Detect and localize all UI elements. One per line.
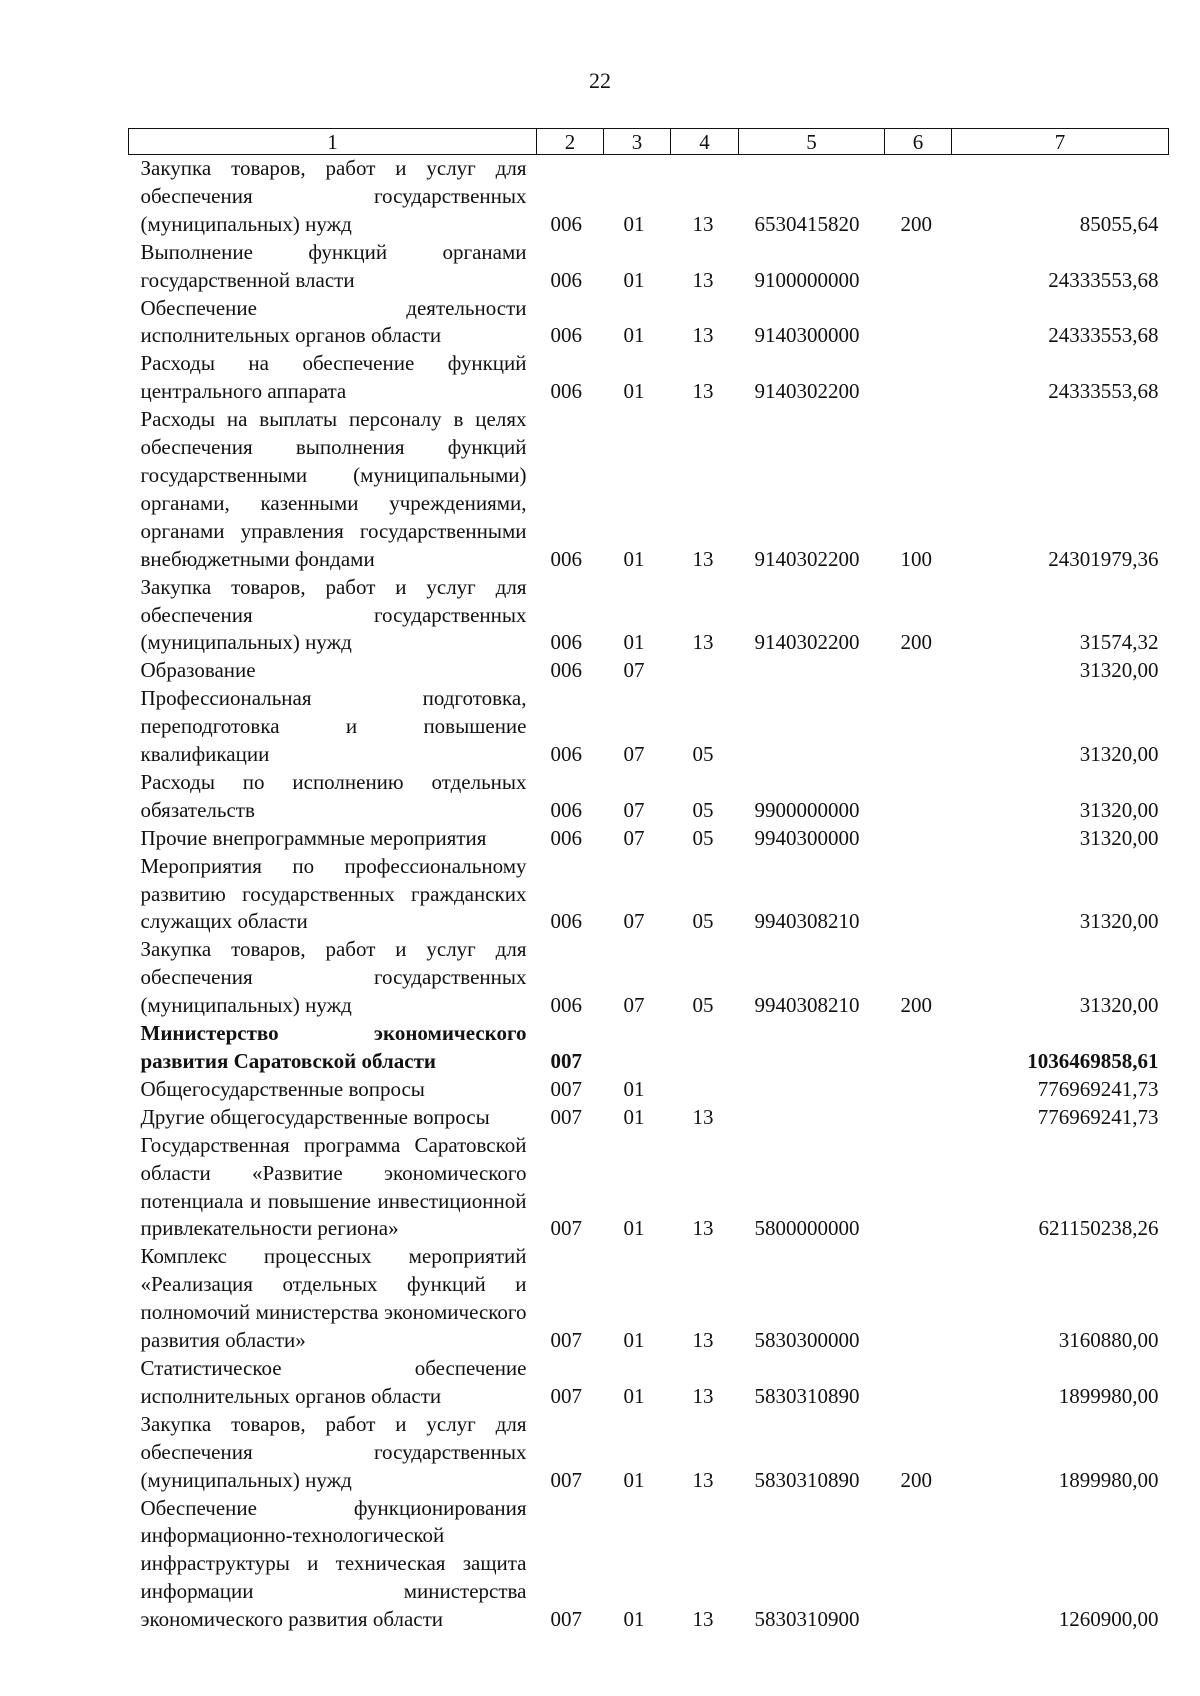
expense-type-cell: 200 bbox=[900, 1467, 932, 1492]
expense-name-cell: Комплекс процессных мероприятий «Реализация отдельных функций и полномочий министерства экономического развития области» bbox=[140, 1244, 527, 1353]
amount-cell: 85055,64 bbox=[1079, 211, 1159, 236]
amount-cell: 31574,32 bbox=[1079, 630, 1159, 655]
expense-type-cell bbox=[885, 1243, 952, 1355]
amount-cell: 31320,00 bbox=[1079, 825, 1159, 850]
ministry-code-cell: 007 bbox=[550, 1383, 582, 1408]
ministry-code-cell: 007 bbox=[550, 1467, 582, 1492]
target-article-cell: 5830310900 bbox=[754, 1607, 860, 1632]
ministry-code-cell: 006 bbox=[550, 379, 582, 404]
expense-type-cell bbox=[885, 1020, 952, 1076]
ministry-code-cell: 006 bbox=[550, 909, 582, 934]
target-article-cell: 9140302200 bbox=[754, 546, 860, 571]
ministry-code-cell: 006 bbox=[550, 267, 582, 292]
target-article-cell bbox=[739, 685, 885, 769]
target-article-cell: 9140302200 bbox=[754, 630, 860, 655]
table-row bbox=[129, 1104, 1169, 1132]
table-row bbox=[129, 825, 1169, 853]
table-row bbox=[129, 1411, 1169, 1495]
subsection-code-cell: 13 bbox=[692, 1328, 714, 1353]
page-number: 22 bbox=[589, 68, 611, 93]
amount-cell: 776969241,73 bbox=[1037, 1076, 1159, 1101]
column-header: 3 bbox=[604, 129, 671, 155]
section-code-cell: 01 bbox=[623, 630, 645, 655]
subsection-code-cell: 05 bbox=[692, 909, 714, 934]
target-article-cell: 5830300000 bbox=[754, 1328, 860, 1353]
budget-table bbox=[128, 128, 1169, 1634]
target-article-cell bbox=[739, 1076, 885, 1104]
amount-cell: 24301979,36 bbox=[1048, 546, 1159, 571]
subsection-code-cell bbox=[671, 657, 739, 685]
section-code-cell: 01 bbox=[623, 1104, 645, 1129]
expense-name-cell: Расходы на выплаты персоналу в целях обеспечения выполнения функций государственными (муниципальными) органами, казенными учреждениями, органами управления государственными внебюджетными фондами bbox=[140, 407, 527, 571]
table-row bbox=[129, 657, 1169, 685]
subsection-code-cell: 05 bbox=[692, 742, 714, 767]
subsection-code-cell: 13 bbox=[692, 546, 714, 571]
amount-cell: 31320,00 bbox=[1079, 909, 1159, 934]
target-article-cell bbox=[739, 1020, 885, 1076]
amount-cell: 31320,00 bbox=[1079, 993, 1159, 1018]
subsection-code-cell: 13 bbox=[692, 1104, 714, 1129]
expense-name-cell: Расходы по исполнению отдельных обязательств bbox=[140, 769, 527, 822]
target-article-cell: 9940300000 bbox=[754, 825, 860, 850]
section-code-cell: 01 bbox=[623, 323, 645, 348]
expense-type-cell: 200 bbox=[900, 630, 932, 655]
target-article-cell bbox=[739, 1104, 885, 1132]
subsection-code-cell: 13 bbox=[692, 1467, 714, 1492]
table-row bbox=[129, 1355, 1169, 1411]
ministry-code-cell: 006 bbox=[550, 211, 582, 236]
target-article-cell: 5800000000 bbox=[754, 1216, 860, 1241]
section-code-cell: 01 bbox=[623, 211, 645, 236]
table-row bbox=[129, 574, 1169, 658]
subsection-code-cell bbox=[671, 1020, 739, 1076]
column-header: 6 bbox=[885, 129, 952, 155]
expense-name-cell: Образование bbox=[140, 658, 256, 683]
subsection-code-cell: 13 bbox=[692, 1383, 714, 1408]
section-code-cell bbox=[604, 1020, 671, 1076]
table-row bbox=[129, 1132, 1169, 1244]
section-code-cell: 01 bbox=[623, 546, 645, 571]
expense-name-cell: Министерство экономического развития Саратовской области bbox=[140, 1021, 527, 1073]
ministry-code-cell: 006 bbox=[550, 797, 582, 822]
column-header: 4 bbox=[671, 129, 739, 155]
section-code-cell: 07 bbox=[623, 825, 645, 850]
expense-name-cell: Расходы на обеспечение функций центрального аппарата bbox=[140, 351, 527, 404]
subsection-code-cell: 13 bbox=[692, 379, 714, 404]
table-row bbox=[129, 350, 1169, 406]
target-article-cell: 9940308210 bbox=[754, 909, 860, 934]
section-code-cell: 01 bbox=[623, 1467, 645, 1492]
amount-cell: 3160880,00 bbox=[1058, 1328, 1159, 1353]
expense-name-cell: Профессиональная подготовка, переподготовка и повышение квалификации bbox=[140, 686, 527, 767]
section-code-cell: 07 bbox=[623, 658, 645, 683]
amount-cell: 1036469858,61 bbox=[1027, 1049, 1159, 1073]
subsection-code-cell: 05 bbox=[692, 797, 714, 822]
table-body bbox=[129, 155, 1169, 1635]
subsection-code-cell: 05 bbox=[692, 993, 714, 1018]
subsection-code-cell: 13 bbox=[692, 267, 714, 292]
table-row bbox=[129, 1495, 1169, 1635]
expense-type-cell bbox=[885, 1495, 952, 1635]
amount-cell: 621150238,26 bbox=[1038, 1216, 1159, 1241]
expense-type-cell bbox=[885, 239, 952, 295]
amount-cell: 24333553,68 bbox=[1048, 267, 1159, 292]
expense-type-cell bbox=[885, 685, 952, 769]
expense-name-cell: Общегосударственные вопросы bbox=[140, 1076, 425, 1101]
ministry-code-cell: 006 bbox=[550, 993, 582, 1018]
target-article-cell bbox=[739, 657, 885, 685]
amount-cell: 24333553,68 bbox=[1048, 379, 1159, 404]
section-code-cell: 07 bbox=[623, 993, 645, 1018]
section-code-cell: 01 bbox=[623, 267, 645, 292]
amount-cell: 1260900,00 bbox=[1058, 1607, 1159, 1632]
ministry-code-cell: 007 bbox=[550, 1216, 582, 1241]
table-header-row bbox=[129, 129, 1169, 155]
table-row bbox=[129, 936, 1169, 1020]
ministry-code-cell: 006 bbox=[550, 630, 582, 655]
expense-type-cell bbox=[885, 769, 952, 825]
amount-cell: 1899980,00 bbox=[1058, 1383, 1159, 1408]
table-row bbox=[129, 295, 1169, 351]
ministry-code-cell: 006 bbox=[550, 323, 582, 348]
ministry-code-cell: 007 bbox=[550, 1607, 582, 1632]
target-article-cell: 9100000000 bbox=[754, 267, 860, 292]
expense-type-cell bbox=[885, 1355, 952, 1411]
section-code-cell: 01 bbox=[623, 1607, 645, 1632]
expense-name-cell: Закупка товаров, работ и услуг для обеспечения государственных (муниципальных) нужд bbox=[140, 574, 527, 655]
expense-type-cell bbox=[885, 1104, 952, 1132]
section-code-cell: 07 bbox=[623, 797, 645, 822]
subsection-code-cell: 13 bbox=[692, 1607, 714, 1632]
expense-type-cell bbox=[885, 657, 952, 685]
table-row bbox=[129, 853, 1169, 937]
column-header: 7 bbox=[952, 129, 1169, 155]
section-code-cell: 01 bbox=[623, 1328, 645, 1353]
amount-cell: 776969241,73 bbox=[1037, 1104, 1159, 1129]
amount-cell: 31320,00 bbox=[1079, 742, 1159, 767]
target-article-cell: 5830310890 bbox=[754, 1467, 860, 1492]
expense-name-cell: Мероприятия по профессиональному развитию государственных гражданских служащих области bbox=[140, 853, 527, 934]
section-code-cell: 01 bbox=[623, 1383, 645, 1408]
target-article-cell: 9940308210 bbox=[754, 993, 860, 1018]
expense-name-cell: Статистическое обеспечение исполнительных органов области bbox=[140, 1355, 527, 1408]
target-article-cell: 6530415820 bbox=[754, 211, 860, 236]
expense-type-cell: 200 bbox=[900, 211, 932, 236]
table-row bbox=[129, 685, 1169, 769]
target-article-cell: 9900000000 bbox=[754, 797, 860, 822]
ministry-code-cell: 007 bbox=[550, 1104, 582, 1129]
column-header: 5 bbox=[739, 129, 885, 155]
amount-cell: 31320,00 bbox=[1079, 658, 1159, 683]
ministry-code-cell: 007 bbox=[550, 1328, 582, 1353]
section-code-cell: 01 bbox=[623, 1076, 645, 1101]
amount-cell: 1899980,00 bbox=[1058, 1467, 1159, 1492]
target-article-cell: 5830310890 bbox=[754, 1383, 860, 1408]
ministry-code-cell: 006 bbox=[550, 658, 582, 683]
expense-type-cell bbox=[885, 1076, 952, 1104]
target-article-cell: 9140302200 bbox=[754, 379, 860, 404]
ministry-code-cell: 006 bbox=[550, 825, 582, 850]
amount-cell: 24333553,68 bbox=[1048, 323, 1159, 348]
section-code-cell: 07 bbox=[623, 909, 645, 934]
table-row bbox=[129, 1243, 1169, 1355]
ministry-code-cell: 006 bbox=[550, 546, 582, 571]
table-row bbox=[129, 1020, 1169, 1076]
expense-name-cell: Закупка товаров, работ и услуг для обеспечения государственных (муниципальных) нужд bbox=[140, 937, 527, 1018]
section-code-cell: 01 bbox=[623, 379, 645, 404]
expense-name-cell: Закупка товаров, работ и услуг для обеспечения государственных (муниципальных) нужд bbox=[140, 1411, 527, 1492]
column-header: 2 bbox=[537, 129, 604, 155]
ministry-code-cell: 006 bbox=[550, 742, 582, 767]
expense-name-cell: Государственная программа Саратовской области «Развитие экономического потенциала и повышение инвестиционной привлекательности региона» bbox=[140, 1132, 527, 1241]
column-header: 1 bbox=[129, 129, 537, 155]
expense-type-cell bbox=[885, 295, 952, 351]
table-row bbox=[129, 1076, 1169, 1104]
expense-type-cell bbox=[885, 825, 952, 853]
section-code-cell: 01 bbox=[623, 1216, 645, 1241]
subsection-code-cell: 05 bbox=[692, 825, 714, 850]
amount-cell: 31320,00 bbox=[1079, 797, 1159, 822]
subsection-code-cell: 13 bbox=[692, 211, 714, 236]
table-row bbox=[129, 769, 1169, 825]
expense-type-cell bbox=[885, 1132, 952, 1244]
table-row bbox=[129, 406, 1169, 573]
section-code-cell: 07 bbox=[623, 742, 645, 767]
target-article-cell: 9140300000 bbox=[754, 323, 860, 348]
table-row bbox=[129, 239, 1169, 295]
table-row bbox=[129, 155, 1169, 239]
expense-name-cell: Прочие внепрограммные мероприятия bbox=[140, 825, 487, 850]
expense-name-cell: Закупка товаров, работ и услуг для обеспечения государственных (муниципальных) нужд bbox=[140, 156, 527, 236]
expense-type-cell: 200 bbox=[900, 993, 932, 1018]
subsection-code-cell bbox=[671, 1076, 739, 1104]
expense-name-cell: Обеспечение деятельности исполнительных органов области bbox=[140, 295, 527, 348]
expense-name-cell: Обеспечение функционирования информационно-технологической инфраструктуры и техническая защита информации министерства экономического развития области bbox=[140, 1495, 527, 1632]
expense-name-cell: Другие общегосударственные вопросы bbox=[140, 1104, 490, 1129]
subsection-code-cell: 13 bbox=[692, 630, 714, 655]
expense-name-cell: Выполнение функций органами государственной власти bbox=[140, 239, 527, 292]
expense-type-cell bbox=[885, 350, 952, 406]
expense-type-cell bbox=[885, 853, 952, 937]
subsection-code-cell: 13 bbox=[692, 323, 714, 348]
expense-type-cell: 100 bbox=[900, 546, 932, 571]
ministry-code-cell: 007 bbox=[550, 1076, 582, 1101]
subsection-code-cell: 13 bbox=[692, 1216, 714, 1241]
ministry-code-cell: 007 bbox=[550, 1049, 582, 1073]
